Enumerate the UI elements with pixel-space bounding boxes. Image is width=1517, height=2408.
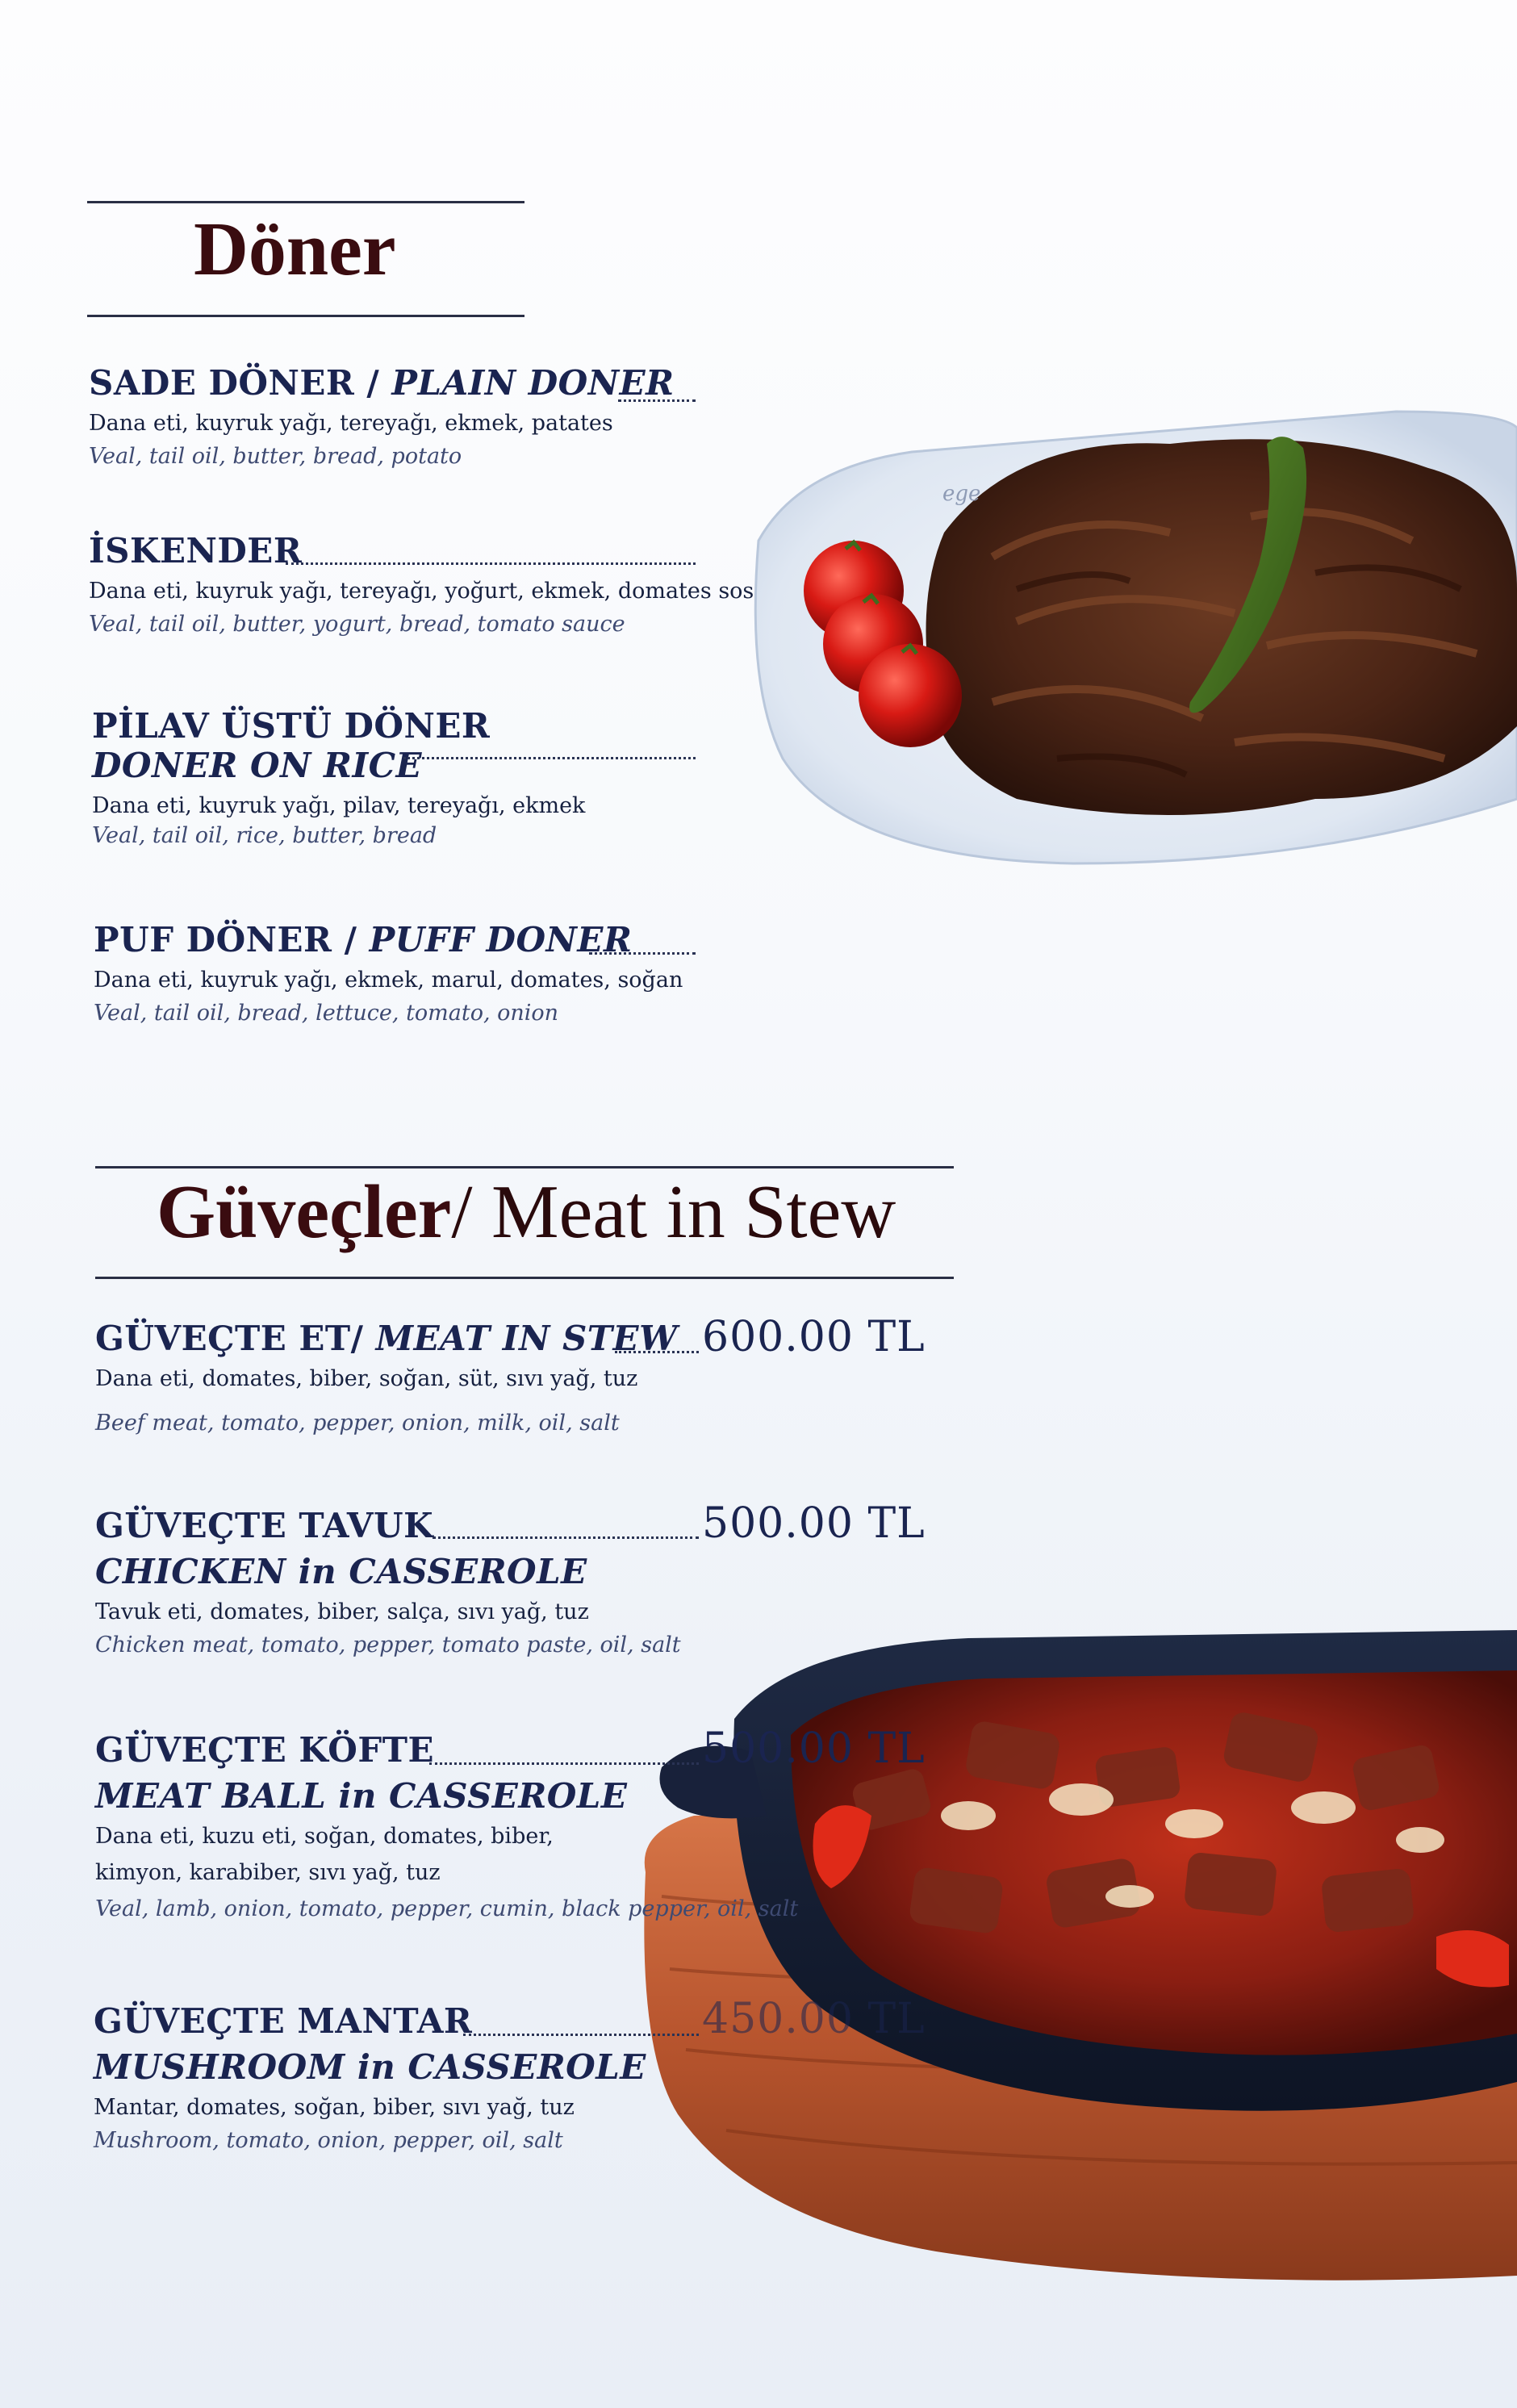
item-ingredients-tr: Dana eti, kuyruk yağı, tereyağı, yoğurt, ekmek, domates sos [89, 579, 754, 604]
item-title-tr: GÜVEÇTE ET/ [95, 1319, 376, 1358]
price-leader [589, 952, 696, 955]
price-leader [618, 399, 696, 402]
plate-logo: ege [942, 482, 981, 506]
item-title-en: CHICKEN in CASSEROLE [95, 1552, 587, 1591]
menu-item-puf-doner[interactable] [94, 920, 683, 1026]
item-title-en: PLAIN DONER [391, 363, 675, 403]
menu-item-pilav-ustu-doner[interactable] [92, 706, 585, 848]
doner-section-title [194, 206, 396, 293]
doner-title-text: Döner [194, 207, 396, 291]
item-title: PİLAV ÜSTÜ DÖNER [92, 706, 491, 746]
item-title-tr: SADE DÖNER / [89, 363, 392, 403]
price-leader [403, 757, 696, 759]
item-title-en: MUSHROOM in CASSEROLE [94, 2047, 646, 2087]
item-ingredients-en: Chicken meat, tomato, pepper, tomato paste, oil, salt [95, 1633, 681, 1658]
item-ingredients-tr: Mantar, domates, soğan, biber, sıvı yağ, tuz [94, 2095, 575, 2120]
doner-plate-image [750, 379, 1517, 880]
item-title-en: DONER ON RICE [92, 746, 423, 785]
item-ingredients-tr: Dana eti, domates, biber, soğan, süt, sıvı yağ, tuz [95, 1366, 638, 1391]
item-ingredients-en: Veal, tail oil, bread, lettuce, tomato, onion [94, 1001, 559, 1026]
doner-bottom-rule [87, 315, 524, 317]
menu-item-guvecte-mantar[interactable] [94, 2001, 646, 2153]
menu-item-guvecte-et[interactable] [95, 1319, 678, 1436]
menu-item-iskender[interactable] [89, 531, 754, 637]
guvec-title-light: / Meat in Stew [451, 1170, 896, 1254]
doner-top-rule [87, 201, 524, 203]
price-leader [286, 562, 696, 565]
item-price: 500.00 TL [702, 1724, 926, 1773]
menu-item-guvecte-tavuk[interactable] [95, 1506, 681, 1658]
item-title [89, 363, 675, 403]
item-ingredients-tr: Dana eti, kuzu eti, soğan, domates, biber, [95, 1824, 554, 1849]
item-price: 500.00 TL [702, 1499, 926, 1548]
item-price: 600.00 TL [702, 1313, 926, 1361]
item-ingredients-tr: Dana eti, kuyruk yağı, tereyağı, ekmek, patates [89, 411, 613, 436]
item-title: İSKENDER [89, 531, 303, 571]
item-ingredients-en: Veal, tail oil, butter, yogurt, bread, tomato sauce [89, 612, 625, 637]
price-leader [429, 1762, 699, 1765]
item-title: GÜVEÇTE KÖFTE [95, 1730, 434, 1770]
menu-item-guvecte-kofte[interactable] [95, 1730, 798, 1921]
item-ingredients-tr: Tavuk eti, domates, biber, salça, sıvı yağ, tuz [95, 1599, 589, 1624]
item-ingredients-en: Beef meat, tomato, pepper, onion, milk, oil, salt [95, 1411, 620, 1436]
price-leader [433, 1536, 699, 1539]
item-title [95, 1319, 678, 1358]
item-price: 450.00 TL [702, 1995, 926, 2043]
item-title: GÜVEÇTE MANTAR [94, 2001, 473, 2041]
guvec-bottom-rule [95, 1277, 954, 1279]
menu-item-sade-doner[interactable] [89, 363, 675, 469]
item-ingredients-en: Mushroom, tomato, onion, pepper, oil, salt [94, 2128, 563, 2153]
item-ingredients-en: Veal, tail oil, rice, butter, bread [92, 823, 437, 848]
item-title: GÜVEÇTE TAVUK [95, 1506, 434, 1545]
item-ingredients-tr: Dana eti, kuyruk yağı, pilav, tereyağı, ekmek [92, 793, 586, 818]
price-leader [463, 2034, 699, 2036]
item-ingredients-en: Veal, tail oil, butter, bread, potato [89, 444, 462, 469]
item-title-tr: PUF DÖNER / [94, 920, 370, 959]
doner-plate-illustration [750, 379, 1517, 880]
guvec-section-title [157, 1168, 896, 1256]
price-leader [615, 1351, 699, 1353]
item-ingredients-tr: Dana eti, kuyruk yağı, ekmek, marul, domates, soğan [94, 968, 683, 993]
item-title-en: MEAT BALL in CASSEROLE [95, 1776, 628, 1816]
item-title-en: MEAT IN STEW [375, 1319, 678, 1358]
item-title-en: PUFF DONER [369, 920, 633, 959]
item-ingredients-tr-2: kimyon, karabiber, sıvı yağ, tuz [95, 1860, 441, 1885]
guvec-title-bold: Güveçler [157, 1170, 452, 1254]
item-ingredients-en: Veal, lamb, onion, tomato, pepper, cumin, black pepper, oil, salt [95, 1896, 799, 1921]
